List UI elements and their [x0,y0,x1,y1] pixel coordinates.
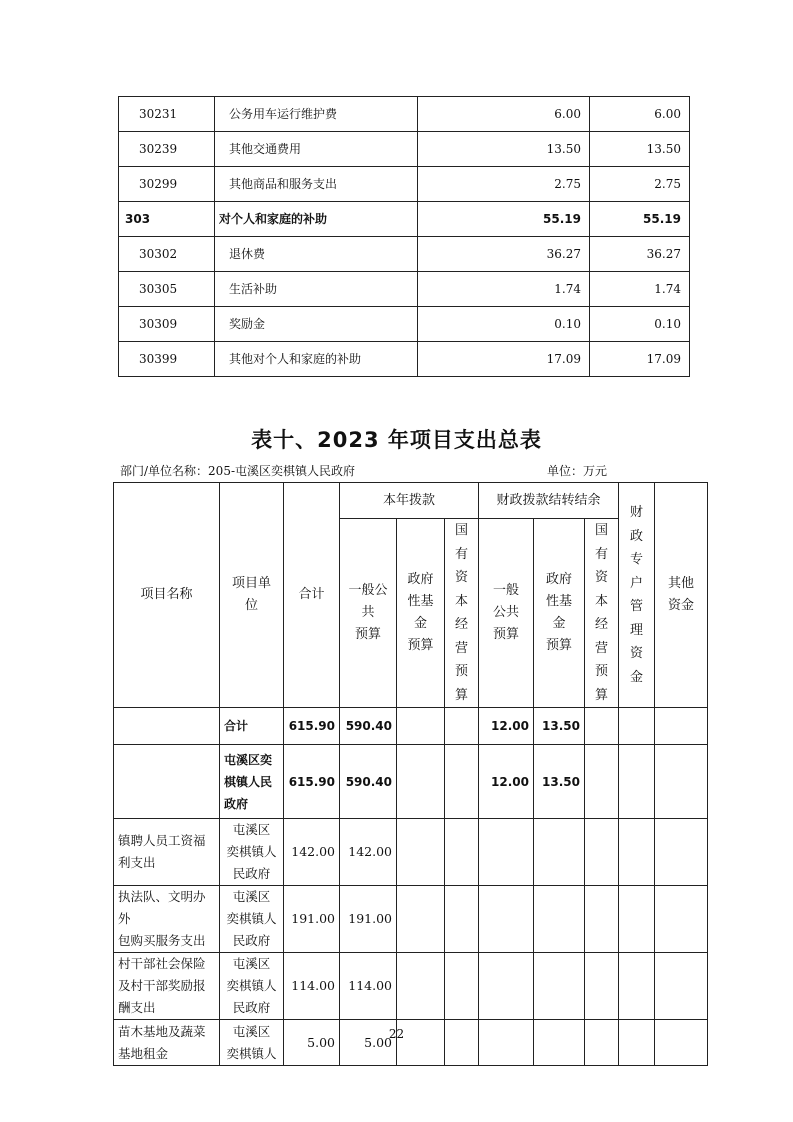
other-fund-cell [655,708,708,745]
table-row-unit-subtotal [114,745,708,819]
header-gov-fund: 政府 性基 金 预算 [397,519,445,708]
amount-total: 0.10 [418,307,590,342]
total-cell: 191.00 [284,886,340,953]
header-state-capital: 国 有 资 本 经 营 预 算 [445,519,479,708]
state-capital-carryover-cell [585,819,619,886]
header-carryover: 财政拨款结转结余 [479,483,619,519]
state-capital-carryover-cell [585,886,619,953]
other-fund-cell [655,886,708,953]
project-unit-cell: 合计 [220,708,284,745]
amount-total: 17.09 [418,342,590,377]
econ-code: 30239 [119,132,215,167]
header-other-fund: 其他 资金 [655,483,708,708]
table-row [119,132,690,167]
econ-name: 生活补助 [215,272,418,307]
econ-name: 其他交通费用 [215,132,418,167]
gov-fund-carryover-cell [534,953,585,1020]
header-project-unit: 项目单 位 [220,483,284,708]
table-row [119,307,690,342]
project-unit-cell: 屯溪区 奕棋镇人 民政府 [220,886,284,953]
general-public-carryover-cell: 12.00 [479,745,534,819]
project-unit-cell: 屯溪区奕 棋镇人民 政府 [220,745,284,819]
amount-basic: 55.19 [590,202,690,237]
general-public-cell: 590.40 [340,745,397,819]
page-title: 表十、2023 年项目支出总表 [251,428,542,452]
econ-code: 30231 [119,97,215,132]
project-unit-cell: 屯溪区 奕棋镇人 民政府 [220,953,284,1020]
special-fund-cell [619,708,655,745]
state-capital-cell [445,708,479,745]
general-public-carryover-cell: 12.00 [479,708,534,745]
header-total: 合计 [284,483,340,708]
header-gov-fund-carryover: 政府 性基 金 预算 [534,519,585,708]
state-capital-cell [445,953,479,1020]
amount-basic: 2.75 [590,167,690,202]
state-capital-carryover-cell [585,745,619,819]
table-row [119,167,690,202]
gov-fund-carryover-cell: 13.50 [534,745,585,819]
state-capital-cell [445,745,479,819]
header-special-fund: 财 政 专 户 管 理 资 金 [619,483,655,708]
table-row [114,886,708,953]
project-name-cell: 镇聘人员工资福 利支出 [114,819,220,886]
special-fund-cell [619,819,655,886]
header-general-public: 一般公 共 预算 [340,519,397,708]
gov-fund-cell [397,745,445,819]
amount-total: 55.19 [418,202,590,237]
project-name-cell: 村干部社会保险 及村干部奖励报 酬支出 [114,953,220,1020]
amount-total: 2.75 [418,167,590,202]
total-cell: 142.00 [284,819,340,886]
econ-code: 303 [119,202,215,237]
amount-basic: 6.00 [590,97,690,132]
state-capital-carryover-cell [585,708,619,745]
project-name-cell: 执法队、文明办外 包购买服务支出 [114,886,220,953]
header-current-year: 本年拨款 [340,483,479,519]
table-row-total [114,708,708,745]
gov-fund-cell [397,819,445,886]
total-cell: 114.00 [284,953,340,1020]
general-public-carryover-cell [479,953,534,1020]
table-row [119,272,690,307]
econ-name: 奖励金 [215,307,418,342]
other-fund-cell [655,953,708,1020]
unit-label: 单位：万元 [547,464,608,478]
amount-total: 36.27 [418,237,590,272]
gov-fund-carryover-cell [534,819,585,886]
header-general-public-carryover: 一般 公共 预算 [479,519,534,708]
state-capital-cell [445,819,479,886]
total-cell: 5.00 [284,1020,340,1066]
amount-total: 6.00 [418,97,590,132]
state-capital-cell [445,886,479,953]
econ-name: 退休费 [215,237,418,272]
gov-fund-cell [397,708,445,745]
special-fund-cell [619,745,655,819]
project-name-cell: 苗木基地及蔬菜 基地租金 [114,1020,220,1066]
general-public-carryover-cell [479,886,534,953]
state-capital-carryover-cell [585,953,619,1020]
project-expenditure-table [113,482,708,1066]
gov-fund-cell [397,953,445,1020]
general-public-cell: 114.00 [340,953,397,1020]
amount-total: 13.50 [418,132,590,167]
general-public-carryover-cell [479,819,534,886]
total-cell: 615.90 [284,708,340,745]
other-fund-cell [655,819,708,886]
econ-name: 公务用车运行维护费 [215,97,418,132]
general-public-cell: 191.00 [340,886,397,953]
econ-code: 30399 [119,342,215,377]
total-cell: 615.90 [284,745,340,819]
general-public-cell: 590.40 [340,708,397,745]
econ-code: 30302 [119,237,215,272]
econ-name: 其他对个人和家庭的补助 [215,342,418,377]
header-state-capital-carryover: 国 有 资 本 经 营 预 算 [585,519,619,708]
department-label: 部门/单位名称：205-屯溪区奕棋镇人民政府 [120,464,356,478]
special-fund-cell [619,886,655,953]
table-row-category [119,202,690,237]
econ-code: 30305 [119,272,215,307]
econ-name: 其他商品和服务支出 [215,167,418,202]
gov-fund-carryover-cell: 13.50 [534,708,585,745]
general-public-cell: 142.00 [340,819,397,886]
table-row [119,97,690,132]
amount-basic: 1.74 [590,272,690,307]
amount-basic: 36.27 [590,237,690,272]
general-public-cell: 5.00 [340,1020,397,1066]
econ-name: 对个人和家庭的补助 [215,202,418,237]
project-name-cell [114,745,220,819]
table-row [114,819,708,886]
project-unit-cell: 屯溪区 奕棋镇人 [220,1020,284,1066]
expense-detail-table [118,96,690,377]
gov-fund-carryover-cell [534,886,585,953]
table-row [114,953,708,1020]
other-fund-cell [655,745,708,819]
amount-basic: 13.50 [590,132,690,167]
header-project-name: 项目名称 [114,483,220,708]
table-row [119,237,690,272]
project-unit-cell: 屯溪区 奕棋镇人 民政府 [220,819,284,886]
page-number: 22 [388,1027,405,1041]
header-row [114,483,708,519]
econ-code: 30309 [119,307,215,342]
gov-fund-cell [397,886,445,953]
special-fund-cell [619,953,655,1020]
amount-total: 1.74 [418,272,590,307]
amount-basic: 0.10 [590,307,690,342]
amount-basic: 17.09 [590,342,690,377]
table-row [119,342,690,377]
econ-code: 30299 [119,167,215,202]
project-name-cell [114,708,220,745]
